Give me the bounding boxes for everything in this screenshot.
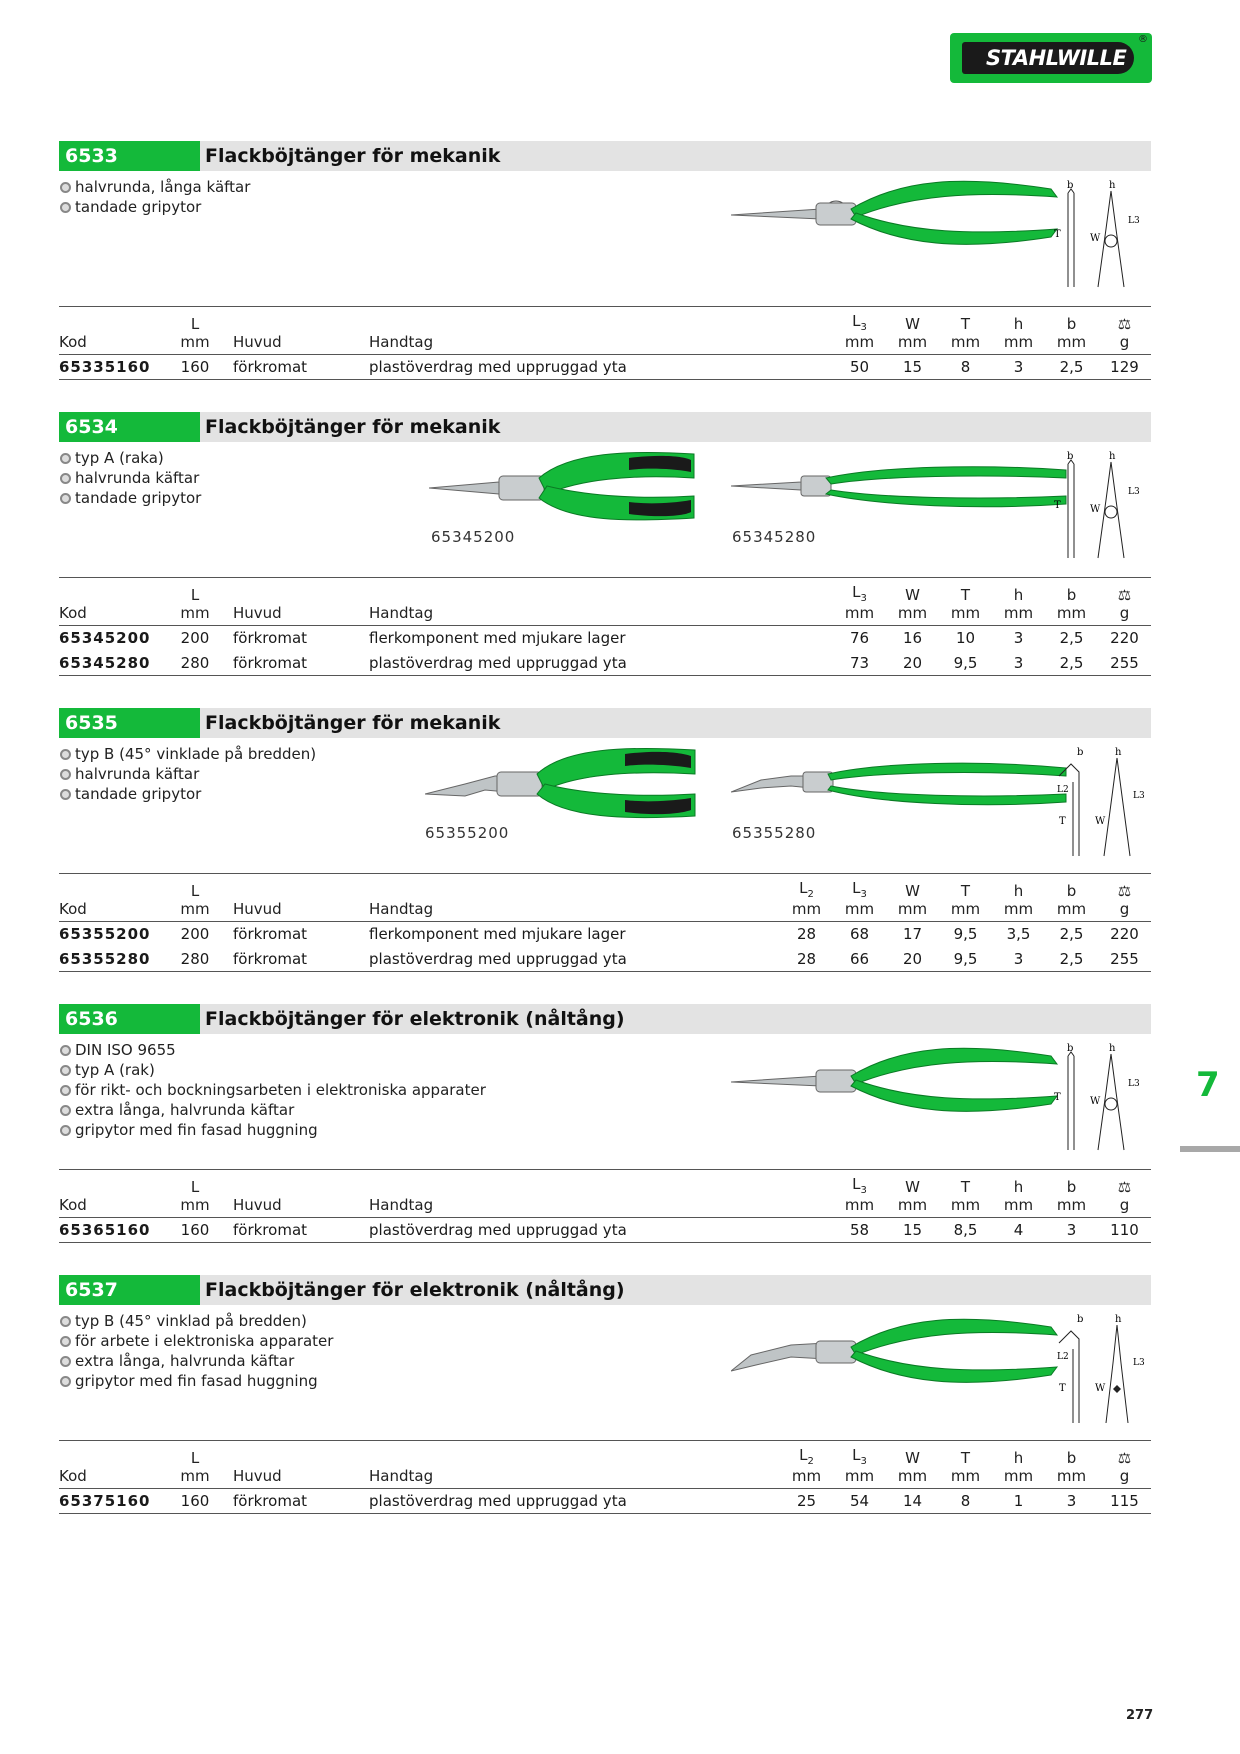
table-cell: 160 (169, 1489, 221, 1514)
diagram-label-b: b (1067, 451, 1074, 462)
column-header: Handtag (369, 900, 780, 922)
table-cell: 280 (169, 651, 221, 676)
column-header: h (992, 1170, 1045, 1196)
column-header: mm (992, 333, 1045, 355)
feature-list (59, 177, 250, 217)
diagram-label-b: b (1077, 1314, 1084, 1325)
table-cell: 54 (833, 1489, 886, 1514)
column-header: mm (939, 604, 992, 626)
table-cell: 129 (1098, 355, 1151, 380)
table-row (59, 626, 1151, 651)
column-header (221, 1170, 369, 1196)
table-cell: 110 (1098, 1218, 1151, 1243)
table-cell: förkromat (221, 651, 369, 676)
column-header (780, 307, 833, 333)
table-cell: 9,5 (939, 947, 992, 972)
table-cell: 20 (886, 651, 939, 676)
column-header: L (169, 307, 221, 333)
table-cell: plastöverdrag med uppruggad yta (369, 1218, 780, 1243)
column-header (1098, 307, 1151, 333)
column-header (780, 1196, 833, 1218)
column-header: b (1045, 1441, 1098, 1467)
table-cell: 58 (833, 1218, 886, 1243)
image-code-label: 65345200 (431, 528, 516, 546)
feature-list (59, 1040, 486, 1140)
table-cell: 115 (1098, 1489, 1151, 1514)
feature-item: typ B (45° vinklad på bredden) (59, 1311, 333, 1331)
table-cell: 2,5 (1045, 651, 1098, 676)
diagram-label-w: W (1090, 233, 1101, 244)
section-number: 6535 (59, 708, 200, 738)
column-header: mm (780, 1467, 833, 1489)
column-header: T (939, 874, 992, 900)
column-header (221, 578, 369, 604)
pliers-image (731, 1042, 1074, 1122)
table-cell: plastöverdrag med uppruggad yta (369, 947, 780, 972)
table-cell: 160 (169, 1218, 221, 1243)
table-cell: 20 (886, 947, 939, 972)
table-cell: 66 (833, 947, 886, 972)
table-cell: 3 (1045, 1489, 1098, 1514)
table-cell: 9,5 (939, 651, 992, 676)
column-header: mm (886, 900, 939, 922)
table-cell: 76 (849, 629, 870, 648)
column-header: Kod (59, 1467, 169, 1489)
column-header: L (169, 1441, 221, 1467)
section-title: Flackböjtänger för mekanik (205, 416, 501, 438)
spec-table (59, 1440, 1151, 1514)
chapter-marker (1180, 1146, 1240, 1152)
column-header: mm (939, 900, 992, 922)
image-code-label: 65355280 (732, 824, 817, 842)
column-header: Handtag (369, 333, 780, 355)
column-header: h (992, 578, 1045, 604)
dimension-diagram (1049, 1313, 1159, 1425)
table-cell: 15 (886, 355, 939, 380)
table-cell (780, 1218, 833, 1243)
diagram-label-t: T (1059, 1383, 1066, 1394)
column-header (221, 874, 369, 900)
table-cell: 14 (886, 1489, 939, 1514)
column-header: T (939, 1441, 992, 1467)
column-header: mm (992, 604, 1045, 626)
table-cell: 28 (780, 947, 833, 972)
column-header (221, 307, 369, 333)
scale-icon: ⚖ (1117, 314, 1132, 333)
dimension-diagram (1054, 179, 1154, 289)
pliers-image (731, 462, 1071, 512)
column-header (1098, 874, 1151, 900)
table-cell: 160 (169, 355, 221, 380)
table-cell: 220 (1110, 925, 1139, 944)
column-header: mm (833, 333, 886, 355)
section-6536 (59, 1004, 1151, 1254)
column-header: Kod (59, 604, 169, 626)
col-l2: $L_2$ (780, 874, 833, 900)
section-header (59, 141, 1151, 171)
diagram-label-l2: L2 (1057, 1352, 1069, 1362)
diagram-label-w: W (1090, 1096, 1101, 1107)
table-cell: plastöverdrag med uppruggad yta (369, 355, 780, 380)
scale-icon: ⚖ (1117, 1177, 1132, 1196)
spec-table (59, 873, 1151, 972)
table-cell: 10 (955, 629, 976, 648)
section-6534 (59, 412, 1151, 682)
column-header (59, 578, 169, 604)
spec-table (59, 577, 1151, 676)
diagram-label-l3: L3 (1128, 487, 1140, 497)
column-header: mm (939, 1196, 992, 1218)
section-number: 6533 (59, 141, 200, 171)
column-header: $L_2$ (780, 1441, 833, 1467)
diagram-label-l3: L3 (1128, 216, 1140, 226)
table-cell: 3 (992, 355, 1045, 380)
feature-item: DIN ISO 9655 (59, 1040, 486, 1060)
section-title: Flackböjtänger för mekanik (205, 712, 501, 734)
column-header: Huvud (221, 900, 369, 922)
table-cell: 8 (939, 1489, 992, 1514)
column-header (780, 333, 833, 355)
table-cell: 2,5 (1045, 947, 1098, 972)
section-6533 (59, 141, 1151, 391)
column-header: T (939, 578, 992, 604)
column-header: L (169, 578, 221, 604)
column-header: mm (939, 1467, 992, 1489)
column-header: $L_3$ (833, 1441, 886, 1467)
registered-mark: ® (1138, 34, 1148, 45)
table-cell (780, 651, 833, 676)
diagram-label-b: b (1067, 1043, 1074, 1054)
dimension-diagram (1049, 746, 1159, 858)
scale-icon: ⚖ (1117, 1448, 1132, 1467)
column-header: mm (992, 900, 1045, 922)
column-header (1098, 1170, 1151, 1196)
diagram-label-t: T (1054, 1092, 1061, 1103)
table-cell: 2,5 (1059, 925, 1084, 944)
column-header: Kod (59, 1196, 169, 1218)
column-header (59, 1441, 169, 1467)
column-header: b (1045, 1170, 1098, 1196)
table-cell (780, 355, 833, 380)
column-header (1098, 578, 1151, 604)
column-header: Handtag (369, 1467, 780, 1489)
column-header: g (1098, 900, 1151, 922)
table-cell: 220 (1110, 629, 1139, 648)
section-number: 6536 (59, 1004, 200, 1034)
table-cell: 255 (1098, 651, 1151, 676)
column-header: h (992, 307, 1045, 333)
diagram-label-t: T (1054, 500, 1061, 511)
table-cell: 2,5 (1059, 629, 1084, 648)
table-cell: 4 (992, 1218, 1045, 1243)
table-cell: 3 (992, 947, 1045, 972)
section-number: 6537 (59, 1275, 200, 1305)
table-cell: 65335160 (59, 355, 169, 380)
column-header (59, 307, 169, 333)
column-header: mm (992, 1196, 1045, 1218)
feature-item: typ A (raka) (59, 448, 201, 468)
pliers-image (731, 758, 1071, 812)
feature-list (59, 1311, 333, 1391)
table-cell: 200 (180, 925, 210, 944)
section-title: Flackböjtänger för elektronik (nåltång) (205, 1279, 625, 1301)
table-cell: förkromat (221, 1218, 369, 1243)
feature-item: extra långa, halvrunda käftar (59, 1100, 486, 1120)
feature-list (59, 448, 201, 508)
section-header (59, 412, 1151, 442)
table-row (59, 355, 1151, 380)
column-header: mm (780, 900, 833, 922)
column-header: g (1098, 604, 1151, 626)
table-cell: 17 (902, 925, 923, 944)
section-title: Flackböjtänger för elektronik (nåltång) (205, 1008, 625, 1030)
column-header: mm (1045, 333, 1098, 355)
table-row (59, 651, 1151, 676)
table-cell: 255 (1098, 947, 1151, 972)
table-cell: 9,5 (953, 925, 978, 944)
column-header: mm (833, 1196, 886, 1218)
feature-item: halvrunda, långa käftar (59, 177, 250, 197)
diagram-label-h: h (1109, 180, 1116, 191)
feature-item: halvrunda käftar (59, 764, 316, 784)
table-cell: 8,5 (939, 1218, 992, 1243)
diagram-label-w: W (1095, 1383, 1106, 1394)
column-header: g (1098, 1467, 1151, 1489)
column-header: Kod (59, 333, 169, 355)
column-header: Huvud (221, 604, 369, 626)
spec-table (59, 306, 1151, 380)
table-cell: 65365160 (59, 1218, 169, 1243)
feature-item: halvrunda käftar (59, 468, 201, 488)
column-header: mm (169, 1196, 221, 1218)
column-header: $L_3$ (833, 1170, 886, 1196)
section-title: Flackböjtänger för mekanik (205, 145, 501, 167)
pliers-image (429, 450, 699, 522)
feature-list (59, 744, 316, 804)
table-cell (780, 626, 833, 651)
column-header: b (1045, 874, 1098, 900)
column-header: h (992, 1441, 1045, 1467)
table-cell: 25 (780, 1489, 833, 1514)
column-header: $L_3$ (833, 874, 886, 900)
diagram-label-t: T (1054, 229, 1061, 240)
table-cell: flerkomponent med mjukare lager (369, 629, 626, 648)
table-cell: 65345280 (59, 651, 169, 676)
table-cell: 3 (1013, 629, 1024, 648)
section-number: 6534 (59, 412, 200, 442)
table-cell: förkromat (233, 925, 308, 944)
chapter-tab: 7 (1196, 1065, 1220, 1105)
feature-item: tandade gripytor (59, 784, 316, 804)
diagram-label-b: b (1077, 747, 1084, 758)
section-6535 (59, 708, 1151, 978)
column-header: W (886, 1441, 939, 1467)
column-header (780, 1170, 833, 1196)
diagram-label-b: b (1067, 180, 1074, 191)
diagram-label-l3: L3 (1128, 1079, 1140, 1089)
table-cell: 280 (169, 947, 221, 972)
column-header: mm (939, 333, 992, 355)
column-header (369, 307, 780, 333)
column-header: mm (1045, 604, 1098, 626)
table-cell: förkromat (221, 1489, 369, 1514)
column-header (59, 1170, 169, 1196)
column-header: W (886, 1170, 939, 1196)
table-row (59, 947, 1151, 972)
table-cell: 3,5 (1006, 925, 1031, 944)
column-header: h (992, 874, 1045, 900)
section-header (59, 708, 1151, 738)
image-code-label: 65345280 (732, 528, 817, 546)
column-header: W (886, 874, 939, 900)
table-cell: förkromat (233, 629, 308, 648)
table-cell: 50 (833, 355, 886, 380)
scale-icon: ⚖ (1117, 585, 1132, 604)
column-header: Handtag (369, 1196, 780, 1218)
column-header (369, 1170, 780, 1196)
pliers-image (731, 175, 1074, 255)
diagram-label-w: W (1095, 816, 1106, 827)
table-cell: 65355200 (59, 925, 151, 944)
feature-item: tandade gripytor (59, 488, 201, 508)
column-header: L (169, 874, 221, 900)
column-header: mm (886, 1196, 939, 1218)
column-header: Handtag (369, 604, 780, 626)
column-header (1098, 1441, 1151, 1467)
diagram-label-l3: L3 (1133, 1358, 1145, 1368)
column-header: g (1098, 333, 1151, 355)
table-row (59, 1489, 1151, 1514)
table-cell: 8 (939, 355, 992, 380)
feature-item: för rikt- och bockningsarbeten i elektroniska apparater (59, 1080, 486, 1100)
feature-item: tandade gripytor (59, 197, 250, 217)
table-cell: 200 (180, 629, 210, 648)
diagram-label-l2: L2 (1057, 785, 1069, 795)
column-header (780, 578, 833, 604)
dimension-diagram (1054, 450, 1154, 560)
table-cell: flerkomponent med mjukare lager (369, 925, 626, 944)
diagram-label-h: h (1115, 1314, 1122, 1325)
feature-item: typ A (rak) (59, 1060, 486, 1080)
table-cell: 28 (796, 925, 817, 944)
column-header (369, 874, 780, 900)
feature-item: typ B (45° vinklade på bredden) (59, 744, 316, 764)
column-header: mm (833, 1467, 886, 1489)
table-cell: förkromat (221, 947, 369, 972)
table-cell: plastöverdrag med uppruggad yta (369, 1489, 780, 1514)
column-header (780, 604, 833, 626)
dimension-diagram (1054, 1042, 1154, 1152)
column-header: T (939, 1170, 992, 1196)
column-header: mm (886, 604, 939, 626)
spec-table (59, 1169, 1151, 1243)
section-header (59, 1004, 1151, 1034)
pliers-image (425, 746, 699, 822)
col-l3: $L_3$ (833, 307, 886, 333)
table-cell: 3 (992, 651, 1045, 676)
page-number: 277 (1126, 1708, 1154, 1723)
column-header: mm (833, 900, 886, 922)
table-cell: 68 (849, 925, 870, 944)
feature-item: gripytor med fin fasad huggning (59, 1120, 486, 1140)
table-cell: plastöverdrag med uppruggad yta (369, 651, 780, 676)
column-header (369, 578, 780, 604)
column-header: $L_3$ (833, 578, 886, 604)
column-header: L (169, 1170, 221, 1196)
feature-item: extra långa, halvrunda käftar (59, 1351, 333, 1371)
diagram-label-w: W (1090, 504, 1101, 515)
table-cell: 65375160 (59, 1489, 169, 1514)
table-cell: 65355280 (59, 947, 169, 972)
column-header: mm (833, 604, 886, 626)
column-header: mm (169, 333, 221, 355)
column-header: Huvud (221, 1196, 369, 1218)
table-cell: förkromat (221, 355, 369, 380)
column-header (59, 874, 169, 900)
feature-item: gripytor med fin fasad huggning (59, 1371, 333, 1391)
feature-item: för arbete i elektroniska apparater (59, 1331, 333, 1351)
column-header: mm (1045, 900, 1098, 922)
column-header: Huvud (221, 333, 369, 355)
table-cell: 2,5 (1045, 355, 1098, 380)
diagram-label-h: h (1115, 747, 1122, 758)
column-header: b (1045, 307, 1098, 333)
scale-icon: ⚖ (1117, 881, 1132, 900)
column-header: mm (886, 1467, 939, 1489)
diagram-label-h: h (1109, 451, 1116, 462)
column-header: Huvud (221, 1467, 369, 1489)
column-header: mm (886, 333, 939, 355)
section-header (59, 1275, 1151, 1305)
diagram-label-l3: L3 (1133, 791, 1145, 801)
column-header: mm (1045, 1467, 1098, 1489)
stahlwille-logo (950, 33, 1152, 83)
diagram-label-t: T (1059, 816, 1066, 827)
column-header: mm (1045, 1196, 1098, 1218)
column-header: W (886, 307, 939, 333)
column-header: mm (169, 604, 221, 626)
section-6537 (59, 1275, 1151, 1525)
table-cell: 73 (833, 651, 886, 676)
column-header: g (1098, 1196, 1151, 1218)
table-cell: 1 (992, 1489, 1045, 1514)
column-header: Kod (59, 900, 169, 922)
table-cell: 16 (902, 629, 923, 648)
pliers-image (731, 1313, 1071, 1393)
table-row (59, 922, 1151, 947)
table-row (59, 1218, 1151, 1243)
column-header: mm (169, 900, 221, 922)
column-header: W (886, 578, 939, 604)
column-header: T (939, 307, 992, 333)
logo-text: STAHLWILLE (986, 46, 1127, 70)
table-cell: 3 (1045, 1218, 1098, 1243)
diagram-label-h: h (1109, 1043, 1116, 1054)
column-header: b (1045, 578, 1098, 604)
column-header (369, 1441, 780, 1467)
column-header: mm (169, 1467, 221, 1489)
column-header (221, 1441, 369, 1467)
table-cell: 65345200 (59, 629, 151, 648)
image-code-label: 65355200 (425, 824, 510, 842)
column-header: mm (992, 1467, 1045, 1489)
table-cell: 15 (886, 1218, 939, 1243)
